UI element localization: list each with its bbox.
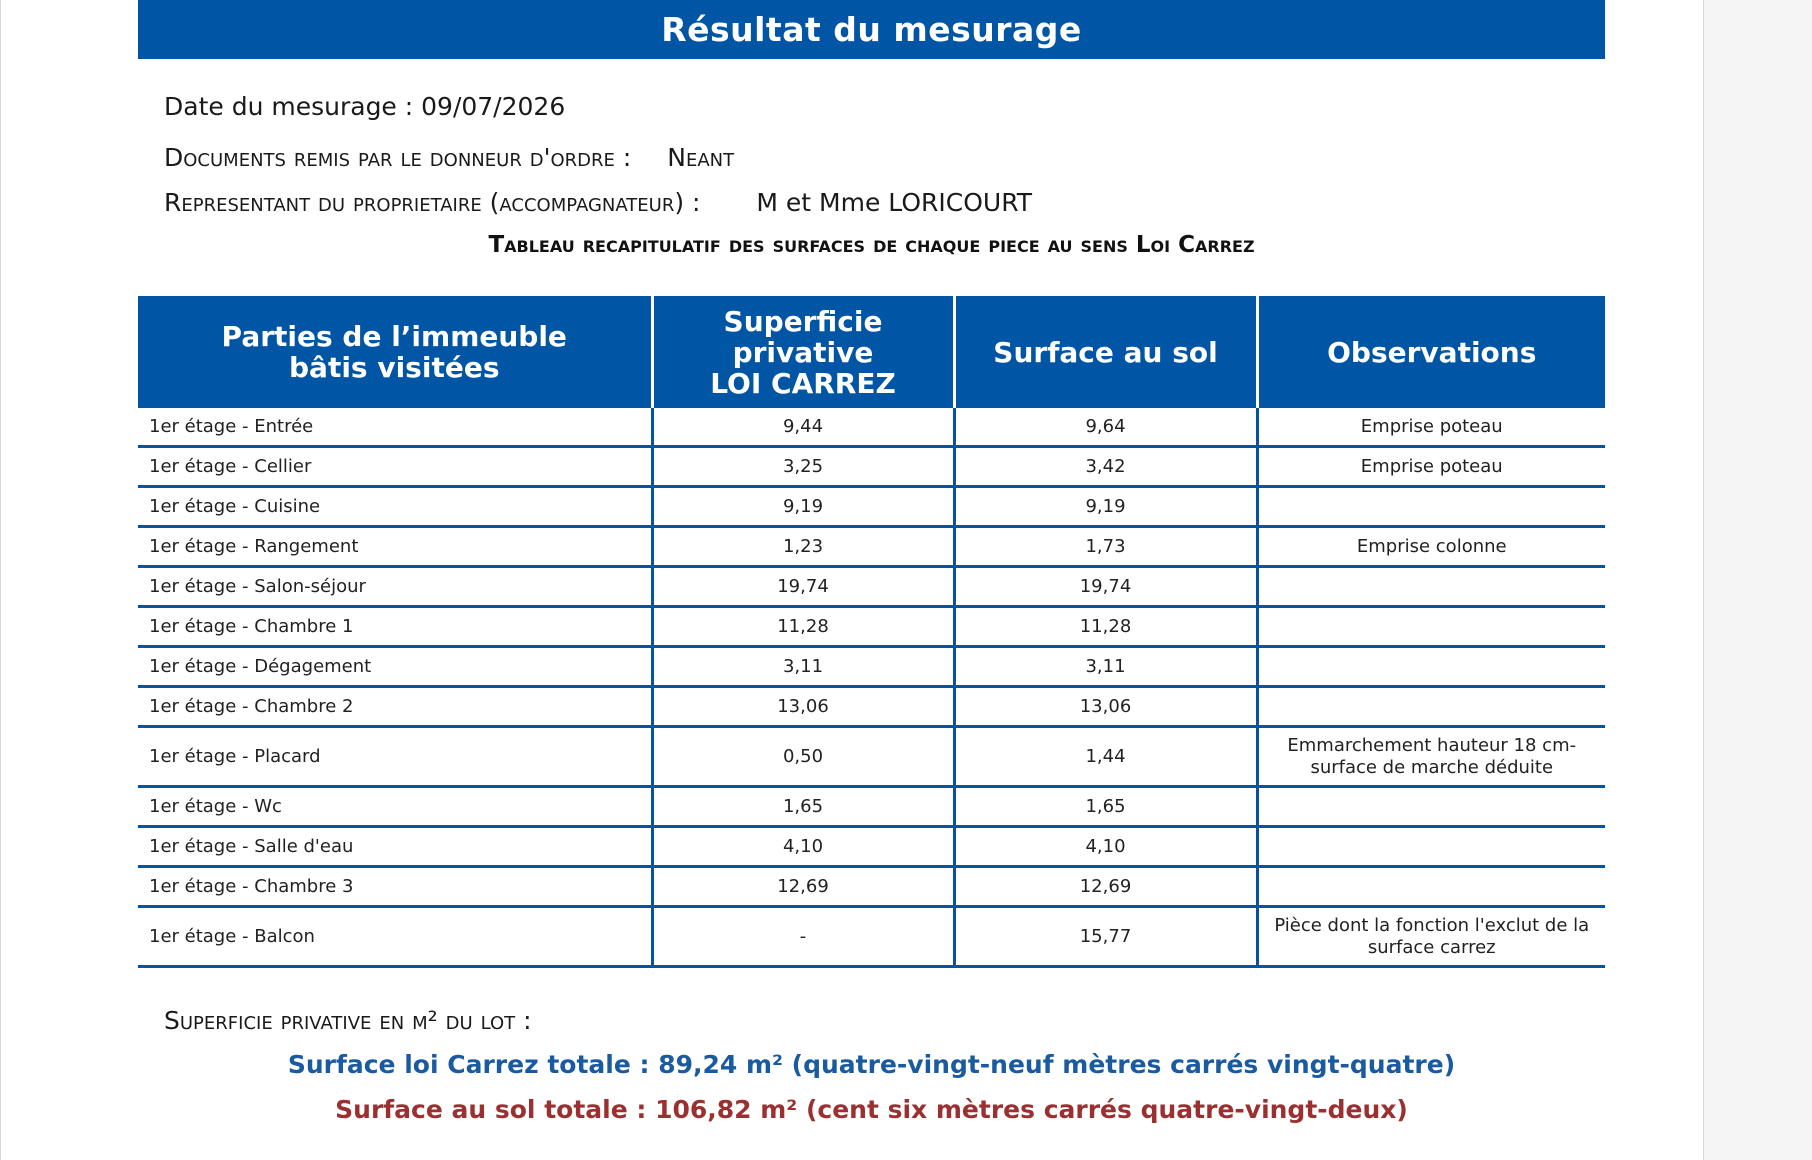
cell-observation (1257, 647, 1605, 687)
column-header-carrez: Superficie privative LOI CARREZ (652, 296, 954, 408)
summary-table-title: Tableau recapitulatif des surfaces de chaque piece au sens Loi Carrez (488, 232, 1255, 258)
measurement-date-value: 09/07/2026 (421, 92, 566, 121)
documents-value: Neant (667, 143, 735, 172)
measurement-date-line (164, 92, 565, 121)
cell-sol: 19,74 (954, 567, 1257, 607)
cell-piece: 1er étage - Cuisine (138, 487, 652, 527)
representant-label: Representant du proprietaire (accompagnateur) : (164, 188, 701, 217)
cell-carrez: 9,44 (652, 408, 954, 447)
cell-carrez: 9,19 (652, 487, 954, 527)
cell-sol: 11,28 (954, 607, 1257, 647)
cell-observation (1257, 687, 1605, 727)
cell-carrez: 11,28 (652, 607, 954, 647)
cell-carrez: 1,23 (652, 527, 954, 567)
cell-piece: 1er étage - Salle d'eau (138, 827, 652, 867)
measurement-date-label: Date du mesurage : (164, 92, 414, 121)
representant-value: M et Mme LORICOURT (756, 188, 1033, 217)
documents-label: Documents remis par le donneur d'ordre : (164, 143, 632, 172)
cell-piece: 1er étage - Dégagement (138, 647, 652, 687)
cell-observation: Pièce dont la fonction l'exclut de la surface carrez (1257, 907, 1605, 967)
column-header-piece: Parties de l’immeuble bâtis visitées (138, 296, 652, 408)
table-row (138, 567, 1605, 607)
cell-piece: 1er étage - Placard (138, 727, 652, 787)
cell-sol: 9,19 (954, 487, 1257, 527)
cell-observation (1257, 487, 1605, 527)
table-row (138, 907, 1605, 967)
cell-observation: Emprise colonne (1257, 527, 1605, 567)
cell-carrez: 1,65 (652, 787, 954, 827)
table-row (138, 827, 1605, 867)
totals-label: Superficie privative en m² du lot : (164, 1006, 532, 1035)
cell-piece: 1er étage - Cellier (138, 447, 652, 487)
table-row (138, 647, 1605, 687)
cell-carrez: 12,69 (652, 867, 954, 907)
cell-observation (1257, 607, 1605, 647)
table-row (138, 527, 1605, 567)
page-title: Résultat du mesurage (138, 0, 1605, 59)
table-row (138, 787, 1605, 827)
total-carrez: Surface loi Carrez totale : 89,24 m² (quatre-vingt-neuf mètres carrés vingt-quatre) (287, 1050, 1456, 1079)
cell-sol: 3,11 (954, 647, 1257, 687)
cell-carrez: 19,74 (652, 567, 954, 607)
representant-line (164, 188, 1032, 217)
cell-observation (1257, 867, 1605, 907)
table-row (138, 727, 1605, 787)
cell-carrez: 3,25 (652, 447, 954, 487)
cell-piece: 1er étage - Balcon (138, 907, 652, 967)
cell-piece: 1er étage - Rangement (138, 527, 652, 567)
cell-sol: 3,42 (954, 447, 1257, 487)
cell-carrez: 0,50 (652, 727, 954, 787)
cell-piece: 1er étage - Chambre 2 (138, 687, 652, 727)
cell-sol: 15,77 (954, 907, 1257, 967)
cell-sol: 4,10 (954, 827, 1257, 867)
cell-observation (1257, 827, 1605, 867)
table-row (138, 607, 1605, 647)
cell-sol: 1,65 (954, 787, 1257, 827)
cell-carrez: 13,06 (652, 687, 954, 727)
table-row (138, 487, 1605, 527)
table-row (138, 447, 1605, 487)
cell-sol: 13,06 (954, 687, 1257, 727)
cell-piece: 1er étage - Chambre 1 (138, 607, 652, 647)
cell-piece: 1er étage - Wc (138, 787, 652, 827)
cell-sol: 1,73 (954, 527, 1257, 567)
cell-sol: 12,69 (954, 867, 1257, 907)
table-row (138, 687, 1605, 727)
cell-piece: 1er étage - Chambre 3 (138, 867, 652, 907)
column-header-observations: Observations (1257, 296, 1605, 408)
table-row (138, 408, 1605, 447)
cell-observation: Emmarchement hauteur 18 cm- surface de marche déduite (1257, 727, 1605, 787)
cell-piece: 1er étage - Salon-séjour (138, 567, 652, 607)
column-header-sol: Surface au sol (954, 296, 1257, 408)
cell-observation: Emprise poteau (1257, 447, 1605, 487)
cell-carrez: 3,11 (652, 647, 954, 687)
surface-summary-table (138, 296, 1605, 968)
cell-sol: 1,44 (954, 727, 1257, 787)
cell-observation (1257, 567, 1605, 607)
cell-sol: 9,64 (954, 408, 1257, 447)
documents-line (164, 143, 734, 172)
cell-observation (1257, 787, 1605, 827)
cell-carrez: 4,10 (652, 827, 954, 867)
cell-piece: 1er étage - Entrée (138, 408, 652, 447)
cell-carrez: - (652, 907, 954, 967)
table-row (138, 867, 1605, 907)
cell-observation: Emprise poteau (1257, 408, 1605, 447)
table-header-row (138, 296, 1605, 408)
total-sol: Surface au sol totale : 106,82 m² (cent six mètres carrés quatre-vingt-deux) (335, 1095, 1408, 1124)
